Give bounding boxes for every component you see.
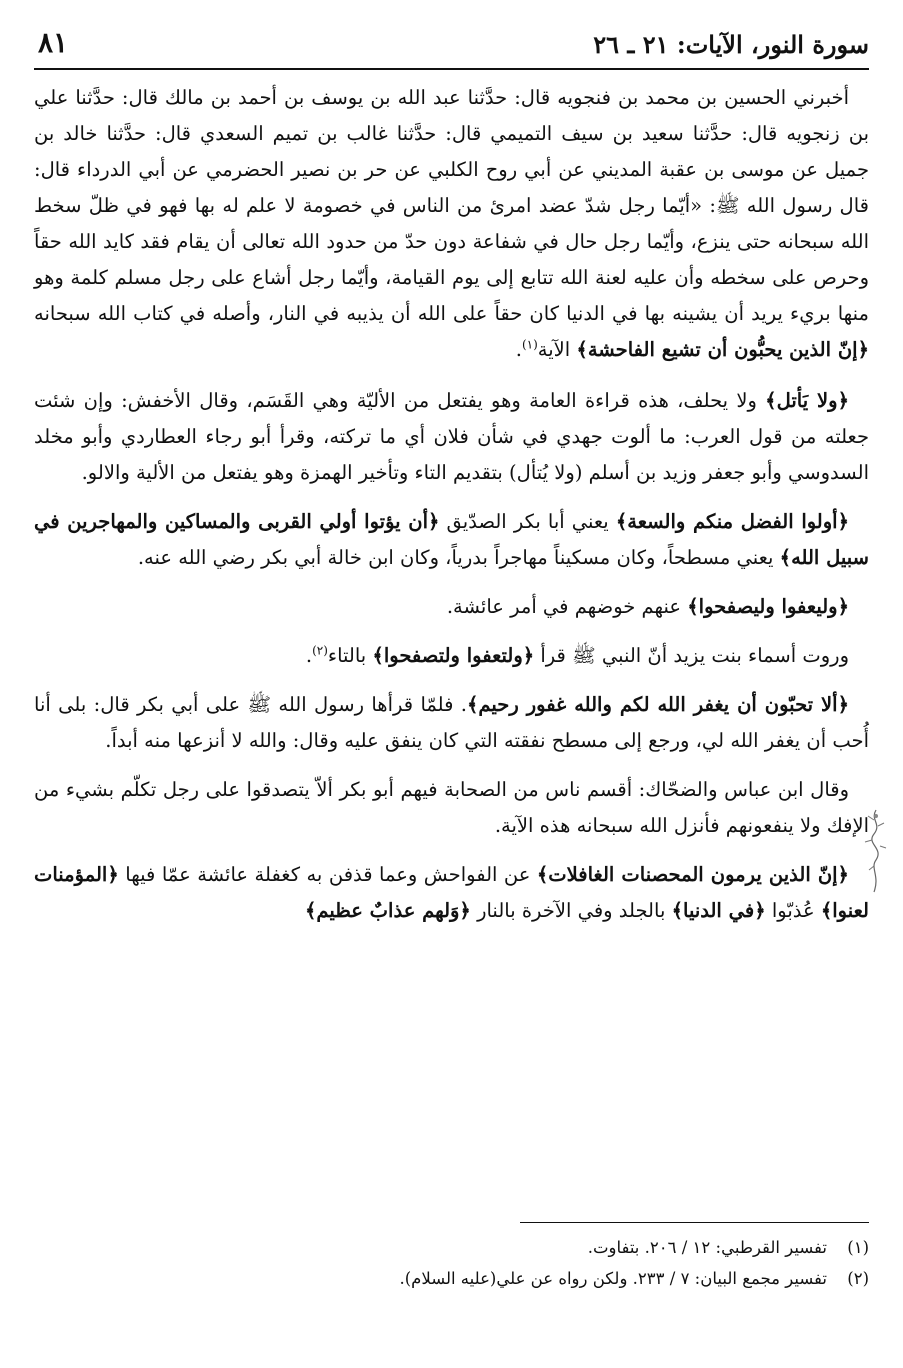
text-run: عن الفواحش وعما قذفن به كغفلة عائشة عمّا فيها — [118, 863, 537, 886]
quran-quote: ﴿إنّ الذين يحبُّون أن تشيع الفاحشة﴾ — [576, 338, 869, 361]
footnotes — [34, 1232, 869, 1294]
paragraph-yarmun — [34, 857, 869, 929]
quran-quote: ﴿في الدنيا﴾ — [671, 899, 766, 922]
text-run: وروت أسماء بنت يزيد أنّ النبي ﷺ قرأ — [534, 644, 849, 667]
text-run: ولا يحلف، هذه قراءة العامة وهو يفتعل من الأليّة وهي القَسَم، وقال الأخفش: وإن شئت جعلته من قول العرب: ما ألوت جهدي في شأن فلان أي ما تركته، وقرأ أبو رجاء العطاردي وأبو مخلد السدوسي وأبو جعفر وزيد بن أسلم (ولا يُتأل) بتقديم التاء وتأخير الهمزة وهو يفتعل من الألية والالو. — [34, 389, 869, 484]
footnote-text: تفسير القرطبي: ١٢ / ٢٠٦. بتفاوت. — [587, 1238, 827, 1257]
paragraph-wala-yatal — [34, 383, 869, 491]
footnote-number: (١) — [847, 1238, 869, 1257]
footnote-2 — [34, 1263, 869, 1294]
footnote-separator — [520, 1222, 869, 1223]
quran-quote: ﴿إنّ الذين يرمون المحصنات الغافلات﴾ — [536, 863, 849, 886]
page-header — [34, 24, 869, 70]
running-title: سورة النور، الآيات: ٢١ ـ ٢٦ — [593, 30, 869, 59]
text-run: أخبرني الحسين بن محمد بن فنجويه قال: حدَّثنا عبد الله بن يوسف بن أحمد بن مالك قال: حدَّثنا علي بن زنجويه قال: حدَّثنا سعيد بن سيف التميمي قال: حدَّثنا غالب بن تميم السعدي قال: حدَّثنا خالد بن جميل عن موسى بن عقبة المديني عن أبي روح الكلبي عن حر بن نصير الحضرمي عن أبي الدرداء قال: قال رسول الله ﷺ: «أيّما رجل شدّ عضد امرئ من الناس في خصومة لا علم له بها فهو في ظلّ سخط الله سبحانه حتى ينزع، وأيّما رجل حال في شفاعة دون حدّ من حدود الله تعالى أن يقام فقد كايد الله حقاً وحرص على سخطه وأن عليه لعنة الله تتابع إلى يوم القيامة، وأيّما رجل أشاع على رجل مسلم كلمة وهو منها بريء يريد أن يشينه بها في الدنيا كان حقاً على الله أن يذيبه في النار، وأصله في كتاب الله سبحانه — [34, 86, 869, 325]
text-run: . فلمّا قرأها رسول الله ﷺ على أبي بكر قال: بلى أنا أُحب أن يغفر الله لي، ورجع إلى مسطح نفقته التي كان ينفق عليه وقال: والله لا أنزعها منه أبداً. — [34, 693, 869, 752]
quran-quote: ﴿ولتعفوا ولتصفحوا﴾ — [372, 644, 535, 667]
text-run: . — [515, 338, 522, 361]
page-number: ٨١ — [38, 26, 69, 59]
paragraph-walyafu — [34, 589, 869, 625]
quran-quote: ﴿وليعفوا وليصفحوا﴾ — [687, 595, 849, 618]
quran-quote: ﴿أولوا الفضل منكم والسعة﴾ — [615, 510, 850, 533]
text-run: الآية — [537, 338, 577, 361]
quran-quote: ﴿ألا تحبّون أن يغفر الله لكم والله غفور رحيم﴾ — [467, 693, 849, 716]
text-run: . — [305, 644, 313, 667]
footnote-number: (٢) — [847, 1269, 869, 1288]
text-run: عُذبّوا — [765, 899, 821, 922]
text-run: يعني أبا بكر الصدّيق — [439, 510, 616, 533]
footnote-ref: (١) — [521, 337, 538, 352]
paragraph-hadith — [34, 80, 869, 368]
paragraph-ibn-abbas — [34, 772, 869, 844]
footnote-ref: (٢) — [312, 643, 328, 658]
paragraph-asma — [34, 638, 869, 674]
footnote-text: تفسير مجمع البيان: ٧ / ٢٣٣. ولكن رواه عن علي(عليه السلام). — [399, 1269, 827, 1288]
quran-quote: ﴿المؤمنات لعنوا﴾ — [34, 863, 869, 922]
text-run: بالتاء — [327, 644, 373, 667]
quran-quote: ﴿وَلهم عذابٌ عظيم﴾ — [304, 899, 471, 922]
margin-ornament — [856, 806, 896, 896]
text-run: يعني مسطحاً، وكان مسكيناً مهاجراً بدرياً، وكان ابن خالة أبي بكر رضي الله عنه. — [137, 546, 780, 569]
main-text — [34, 80, 869, 942]
text-run: بالجلد وفي الآخرة بالنار — [470, 899, 672, 922]
paragraph-ala-tuhibbun — [34, 687, 869, 759]
text-run: عنهم خوضهم في أمر عائشة. — [446, 595, 688, 618]
quran-quote: ﴿ولا يَأتل﴾ — [765, 389, 849, 412]
quran-quote: ﴿أن يؤتوا أولي القربى والمساكين والمهاجرين في سبيل الله﴾ — [34, 510, 869, 569]
text-run: وقال ابن عباس والضحّاك: أقسم ناس من الصحابة فيهم أبو بكر ألاّ يتصدقوا على رجل تكلّم بشيء من الإفك ولا ينفعونهم فأنزل الله سبحانه هذه الآية. — [34, 778, 869, 837]
footnote-1 — [34, 1232, 869, 1263]
paragraph-ulu-alfadl — [34, 504, 869, 576]
